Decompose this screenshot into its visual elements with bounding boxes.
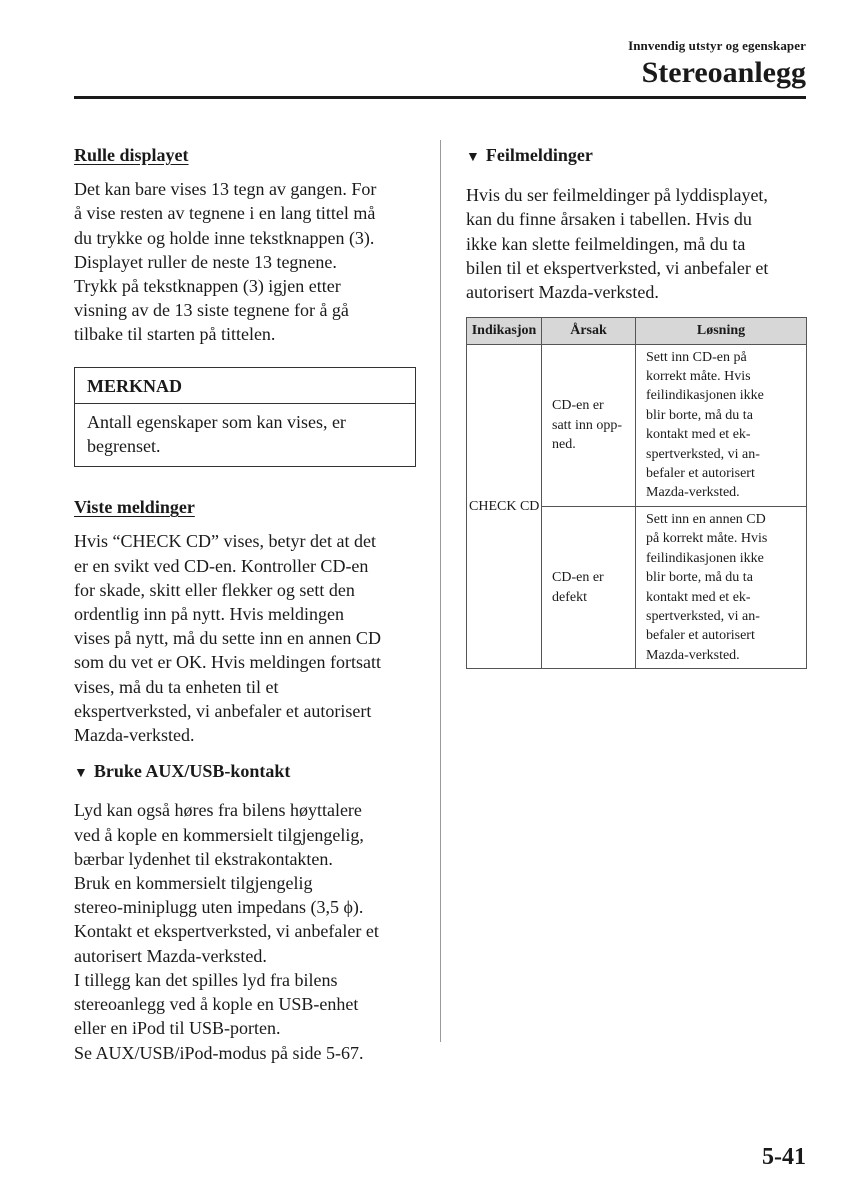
- solution-cell: Sett inn CD-en på korrekt måte. Hvis feilindikasjonen ikke blir borte, må du ta kontakt med et ek- spertverksted, vi an- befaler et autorisert Mazda-verksted.: [636, 344, 807, 506]
- column-header: Årsak: [542, 318, 636, 344]
- messages-heading: Viste meldinger: [74, 497, 195, 518]
- column-header: Indikasjon: [467, 318, 542, 344]
- errors-text: Hvis du ser feilmeldinger på lyddisplayet, kan du finne årsaken i tabellen. Hvis du ikke kan slette feilmeldingen, må du ta bilen til et ekspertverksted, vi anbefaler et autorisert Mazda-verksted.: [466, 185, 769, 303]
- note-box: [74, 367, 416, 468]
- table-row: [467, 344, 807, 506]
- aux-text: Lyd kan også høres fra bilens høyttalere ved å kople en kommersielt tilgjengelig, bærbar lydenhet til ekstrakontakten. Bruk en kommersielt tilgjengelig stereo-miniplugg uten impedans (3,5 ϕ). Kontakt et ekspertverksted, vi anbefaler et autorisert Mazda-verksted. I tillegg kan det spilles lyd fra bilens stereoanlegg ved å kople en USB-enhet eller en iPod til USB-porten. Se AUX/USB/iPod-modus på side 5-67.: [74, 800, 379, 1063]
- error-table: [466, 317, 807, 669]
- cause-cell: CD-en er satt inn opp-ned.: [542, 344, 636, 506]
- note-text: Antall egenskaper som kan vises, er begrenset.: [87, 411, 346, 457]
- left-column: [74, 140, 416, 1065]
- column-divider: [440, 140, 441, 1042]
- indication-cell: CHECK CD: [467, 344, 542, 669]
- table-header-row: [467, 318, 807, 344]
- cause-cell: CD-en er defekt: [542, 506, 636, 668]
- right-column: [466, 140, 808, 669]
- aux-heading: [74, 759, 416, 786]
- solution-cell: Sett inn en annen CD på korrekt måte. Hvis feilindikasjonen ikke blir borte, må du ta kontakt med et ek- spertverksted, vi an- befaler et autorisert Mazda-verksted.: [636, 506, 807, 668]
- down-triangle-icon: ▼: [74, 766, 88, 782]
- errors-heading: [466, 143, 808, 170]
- note-label: MERKNAD: [75, 368, 415, 404]
- page-title: Stereoanlegg: [641, 56, 806, 89]
- scroll-display-heading: Rulle displayet: [74, 145, 189, 165]
- aux-heading-label: Bruke AUX/USB-kontakt: [93, 761, 291, 782]
- header-rule: [74, 96, 806, 99]
- column-header: Løsning: [636, 318, 807, 344]
- page-number: 5-41: [762, 1144, 806, 1170]
- errors-heading-label: Feilmeldinger: [485, 145, 593, 165]
- section-label: Innvendig utstyr og egenskaper: [628, 38, 806, 53]
- messages-text: Hvis “CHECK CD” vises, betyr det at det er en svikt ved CD-en. Kontroller CD-en for skade, skitt eller flekker og sett den ordentlig inn på nytt. Hvis meldingen vises på nytt, må du sette inn en annen CD som du vet er OK. Hvis meldingen fortsatt vises, må du ta enheten til et ekspertverksted, vi anbefaler et autorisert Mazda-verksted.: [74, 531, 381, 746]
- scroll-display-text: Det kan bare vises 13 tegn av gangen. For å vise resten av tegnene i en lang tittel må du trykke og holde inne tekstknappen (3). Displayet ruller de neste 13 tegnene. Trykk på tekstknappen (3) igjen etter visning av de 13 siste tegnene for å gå tilbake til starten på tittelen.: [74, 179, 377, 345]
- down-triangle-icon: ▼: [466, 150, 480, 165]
